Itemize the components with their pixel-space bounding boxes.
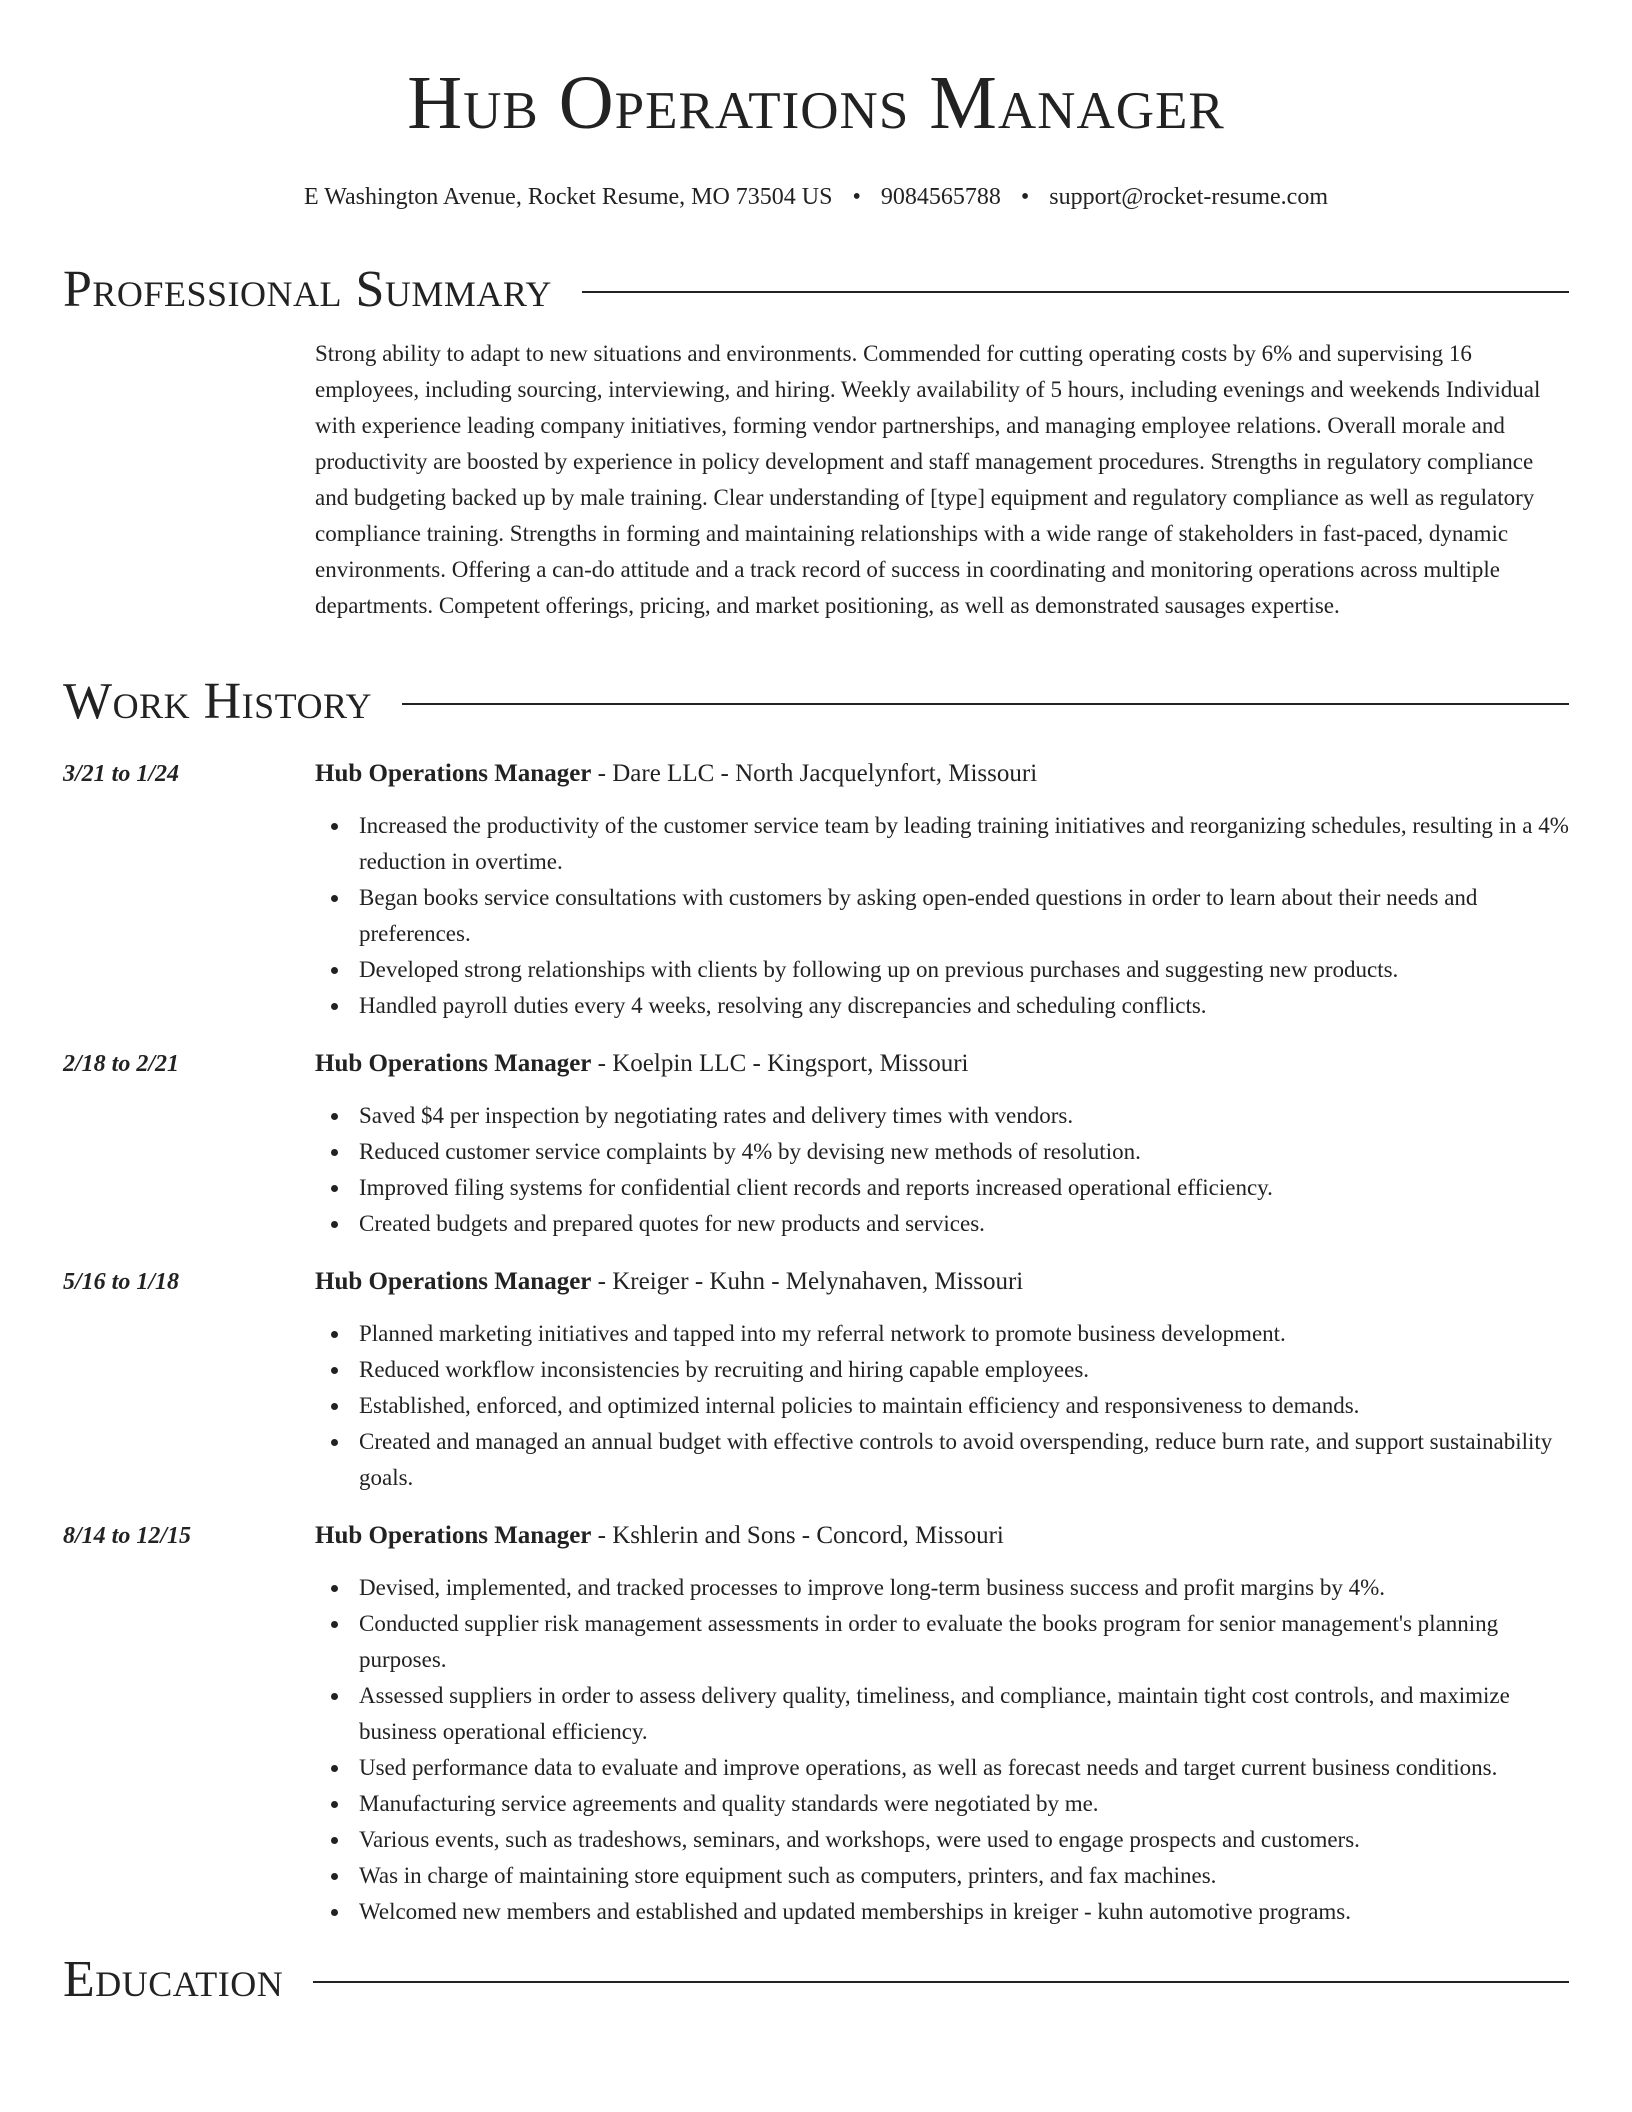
job-bullet: Created and managed an annual budget with effective controls to avoid overspending, reduce burn rate, and support sustainability goals. [315,1424,1569,1496]
job-heading [315,1264,1569,1300]
job-bullet: Was in charge of maintaining store equipment such as computers, printers, and fax machines. [315,1858,1569,1894]
job-company-location: - Kshlerin and Sons - Concord, Missouri [591,1522,1004,1549]
job-body [315,1046,1569,1242]
job-bullet: Developed strong relationships with clients by following up on previous purchases and suggesting new products. [315,952,1569,988]
job-heading [315,1046,1569,1082]
job-dates: 3/21 to 1/24 [63,761,180,787]
section-header-summary [63,260,1569,320]
job-company-location: - Koelpin LLC - Kingsport, Missouri [591,1050,969,1077]
job-company-location: - Kreiger - Kuhn - Melynahaven, Missouri [591,1268,1024,1295]
section-title-education: Education [63,1951,284,2008]
section-header-education [63,1950,1569,2010]
contact-email: support@rocket-resume.com [1049,184,1328,210]
job-bullet-list [315,1570,1569,1930]
job-body [315,756,1569,1024]
job-heading [315,1518,1569,1554]
job-bullet: Began books service consultations with customers by asking open-ended questions in order to learn about their needs and preferences. [315,880,1569,952]
job-bullet-list [315,1316,1569,1496]
summary-text: Strong ability to adapt to new situations and environments. Commended for cutting operating costs by 6% and supervising 16 employees, including sourcing, interviewing, and hiring. Weekly availability of 5 hours, including evenings and weekends Individual with experience leading company initiatives, forming vendor partnerships, and managing employee relations. Overall morale and productivity are boosted by experience in policy development and staff management procedures. Strengths in regulatory compliance and budgeting backed up by male training. Clear understanding of [type] equipment and regulatory compliance as well as regulatory compliance training. Strengths in forming and maintaining relationships with a wide range of stakeholders in fast-paced, dynamic environments. Offering a can-do attitude and a track record of success in coordinating and monitoring operations across multiple departments. Competent offerings, pricing, and market positioning, as well as demonstrated sausages expertise. [315,341,1541,618]
job-bullet: Handled payroll duties every 4 weeks, resolving any discrepancies and scheduling conflicts. [315,988,1569,1024]
job-title: Hub Operations Manager [315,1050,592,1077]
job-bullet: Manufacturing service agreements and quality standards were negotiated by me. [315,1786,1569,1822]
job-bullet: Reduced workflow inconsistencies by recruiting and hiring capable employees. [315,1352,1569,1388]
job-bullet: Saved $4 per inspection by negotiating rates and delivery times with vendors. [315,1098,1569,1134]
job-heading [315,756,1569,792]
job-bullet-list [315,1098,1569,1242]
job-dates: 5/16 to 1/18 [63,1269,180,1295]
section-title-summary: Professional Summary [63,261,552,318]
job-bullet: Created budgets and prepared quotes for new products and services. [315,1206,1569,1242]
job-bullet: Used performance data to evaluate and improve operations, as well as forecast needs and target current business conditions. [315,1750,1569,1786]
job-body [315,1518,1569,1930]
job-bullet: Increased the productivity of the customer service team by leading training initiatives and reorganizing schedules, resulting in a 4% reduction in overtime. [315,808,1569,880]
job-bullet: Planned marketing initiatives and tapped into my referral network to promote business development. [315,1316,1569,1352]
section-header-work [63,672,1569,732]
job-entry [63,1046,1569,1242]
contact-separator: • [852,184,861,210]
section-divider [313,1981,1569,1983]
job-entry [63,1518,1569,1930]
job-title: Hub Operations Manager [315,1268,592,1295]
job-bullet: Established, enforced, and optimized internal policies to maintain efficiency and responsiveness to demands. [315,1388,1569,1424]
job-bullet: Conducted supplier risk management assessments in order to evaluate the books program for senior management's planning purposes. [315,1606,1569,1678]
job-bullet: Various events, such as tradeshows, seminars, and workshops, were used to engage prospects and customers. [315,1822,1569,1858]
job-entry [63,756,1569,1024]
job-company-location: - Dare LLC - North Jacquelynfort, Missouri [591,760,1038,787]
job-dates: 2/18 to 2/21 [63,1051,180,1077]
job-bullet: Welcomed new members and established and updated memberships in kreiger - kuhn automotive programs. [315,1894,1569,1930]
contact-separator: • [1020,184,1030,210]
candidate-name: Hub Operations Manager [407,61,1225,145]
job-bullet-list [315,808,1569,1024]
job-title: Hub Operations Manager [315,1522,592,1549]
job-bullet: Improved filing systems for confidential client records and reports increased operational efficiency. [315,1170,1569,1206]
job-dates: 8/14 to 12/15 [63,1523,192,1549]
contact-phone: 9084565788 [880,184,1001,210]
job-bullet: Reduced customer service complaints by 4% by devising new methods of resolution. [315,1134,1569,1170]
job-title: Hub Operations Manager [315,760,592,787]
job-body [315,1264,1569,1496]
contact-line [63,182,1569,212]
section-title-work: Work History [63,673,373,730]
job-bullet: Assessed suppliers in order to assess delivery quality, timeliness, and compliance, maintain tight cost controls, and maximize business operational efficiency. [315,1678,1569,1750]
job-entry [63,1264,1569,1496]
section-divider [402,703,1569,705]
work-history-list [63,756,1569,1930]
section-divider [582,291,1569,293]
job-bullet: Devised, implemented, and tracked processes to improve long-term business success and profit margins by 4%. [315,1570,1569,1606]
contact-address: E Washington Avenue, Rocket Resume, MO 73504 US [304,184,833,210]
